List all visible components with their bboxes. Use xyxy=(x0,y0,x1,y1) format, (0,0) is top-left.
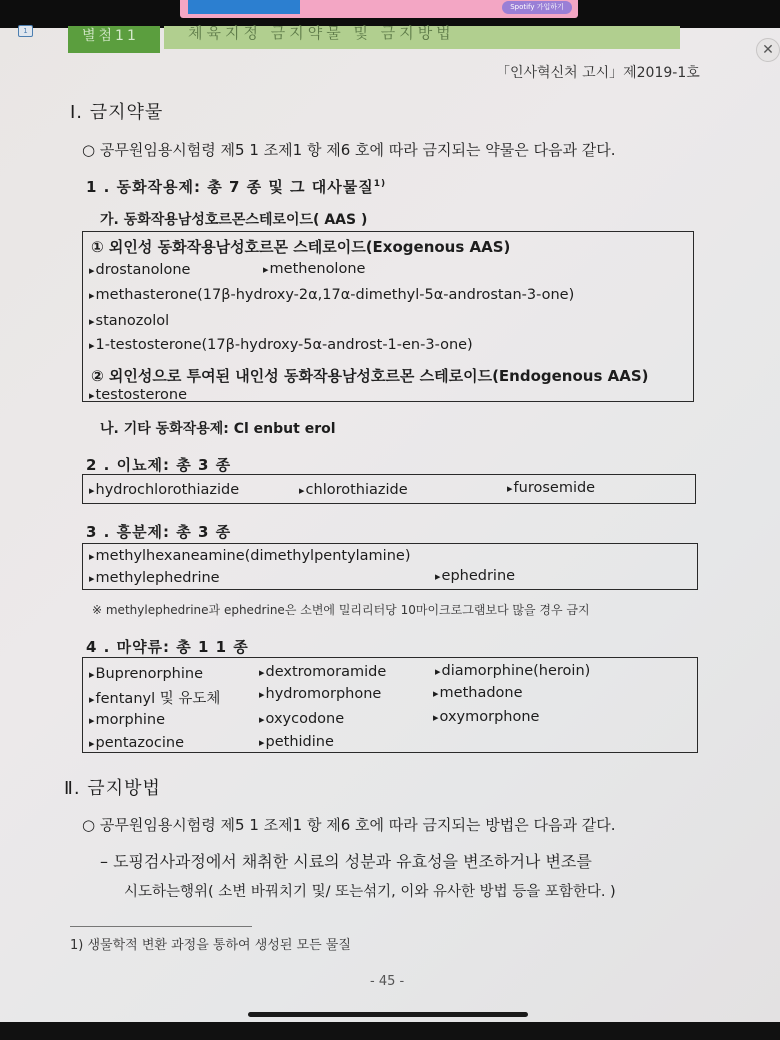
list-item: ▸ morphine xyxy=(89,712,165,728)
footnote-divider xyxy=(70,926,252,927)
list-item: ▸ stanozolol xyxy=(89,313,169,329)
list-item: ▸ methadone xyxy=(433,685,523,701)
list-item: ▸ oxymorphone xyxy=(433,709,539,725)
list-item: ▸ hydrochlorothiazide xyxy=(89,482,239,498)
section2-title: Ⅱ. 금지방법 xyxy=(64,778,161,799)
list-item: ▸ methylhexaneamine(dimethylpentylamine) xyxy=(89,548,410,564)
section2-item-line1: – 도핑검사과정에서 채취한 시료의 성분과 유효성을 변조하거나 변조를 xyxy=(100,852,592,871)
ad-image xyxy=(188,0,300,14)
list-item: ▸ methylephedrine xyxy=(89,570,220,586)
stimulants-note: ※ methylephedrine과 ephedrine은 소변에 밀리리터당 10마이크로그램보다 많을 경우 금지 xyxy=(92,603,590,617)
cat2-title: 2 . 이뇨제: 총 3 종 xyxy=(86,456,232,474)
list-item: ▸ diamorphine(heroin) xyxy=(435,663,590,679)
cat3-title: 3 . 흥분제: 총 3 종 xyxy=(86,523,232,541)
reference-text: 「인사혁신처 고시」제2019-1호 xyxy=(496,65,700,81)
cat1-title-text: 1 . 동화작용제: 총 7 종 및 그 대사물질 xyxy=(86,178,374,196)
list-item: ▸ fentanyl 및 유도체 xyxy=(89,687,220,708)
close-icon[interactable]: ✕ xyxy=(756,38,780,62)
section1-title: Ⅰ. 금지약물 xyxy=(70,102,164,123)
list-item: ▸ pethidine xyxy=(259,734,334,750)
appendix-title: 체육지정 금지약물 및 금지방법 xyxy=(164,26,680,49)
aas-box xyxy=(82,231,694,402)
list-item: ▸ 1-testosterone(17β-hydroxy-5α-androst-1-en-3-one) xyxy=(89,337,473,353)
annotation-icon[interactable]: 1 xyxy=(18,25,33,37)
list-item: ▸ pentazocine xyxy=(89,735,184,751)
appendix-tab: 별첨11 xyxy=(68,26,160,53)
ad-cta-button[interactable]: Spotify 가입하기 xyxy=(502,1,572,14)
cat1-sub-a: 가. 동화작용남성호르몬스테로이드( AAS ) xyxy=(100,212,368,228)
narcotics-box xyxy=(82,657,698,753)
diuretics-box xyxy=(82,474,696,504)
cat4-title: 4 . 마약류: 총 1 1 종 xyxy=(86,638,249,656)
page-number: - 45 - xyxy=(370,974,405,989)
exogenous-head: ① 외인성 동화작용남성호르몬 스테로이드(Exogenous AAS) xyxy=(91,238,511,256)
list-item: ▸ furosemide xyxy=(507,480,595,496)
list-item: ▸ methenolone xyxy=(263,261,365,277)
stimulants-box xyxy=(82,543,698,590)
list-item: ▸ oxycodone xyxy=(259,711,344,727)
list-item: ▸ Buprenorphine xyxy=(89,666,203,682)
section2-intro: ○ 공무원임용시험령 제5 1 조제1 항 제6 호에 따라 금지되는 방법은 다음과 같다. xyxy=(82,816,616,834)
section1-intro: ○ 공무원임용시험령 제5 1 조제1 항 제6 호에 따라 금지되는 약물은 다음과 같다. xyxy=(82,141,616,159)
list-item: ▸ dextromoramide xyxy=(259,664,386,680)
home-indicator[interactable] xyxy=(248,1012,528,1017)
footnote-mark: 1) xyxy=(373,179,387,189)
list-item: ▸ chlorothiazide xyxy=(299,482,408,498)
list-item: ▸ hydromorphone xyxy=(259,686,381,702)
list-item: ▸ methasterone(17β-hydroxy-2α,17α-dimethyl-5α-androstan-3-one) xyxy=(89,287,574,303)
footnote: 1) 생물학적 변환 과정을 통하여 생성된 모든 물질 xyxy=(70,938,351,953)
list-item: ▸ drostanolone xyxy=(89,262,190,278)
cat1-title xyxy=(86,176,386,197)
section2-item-line2: 시도하는행위( 소변 바꿔치기 및/ 또는섞기, 이와 유사한 방법 등을 포함한다. ) xyxy=(124,884,616,900)
cat1-sub-b: 나. 기타 동화작용제: Cl enbut erol xyxy=(100,421,336,437)
ad-banner[interactable] xyxy=(180,0,578,18)
list-item: ▸ testosterone xyxy=(89,387,187,403)
endogenous-head: ② 외인성으로 투여된 내인성 동화작용남성호르몬 스테로이드(Endogenous AAS) xyxy=(91,367,649,385)
list-item: ▸ ephedrine xyxy=(435,568,515,584)
